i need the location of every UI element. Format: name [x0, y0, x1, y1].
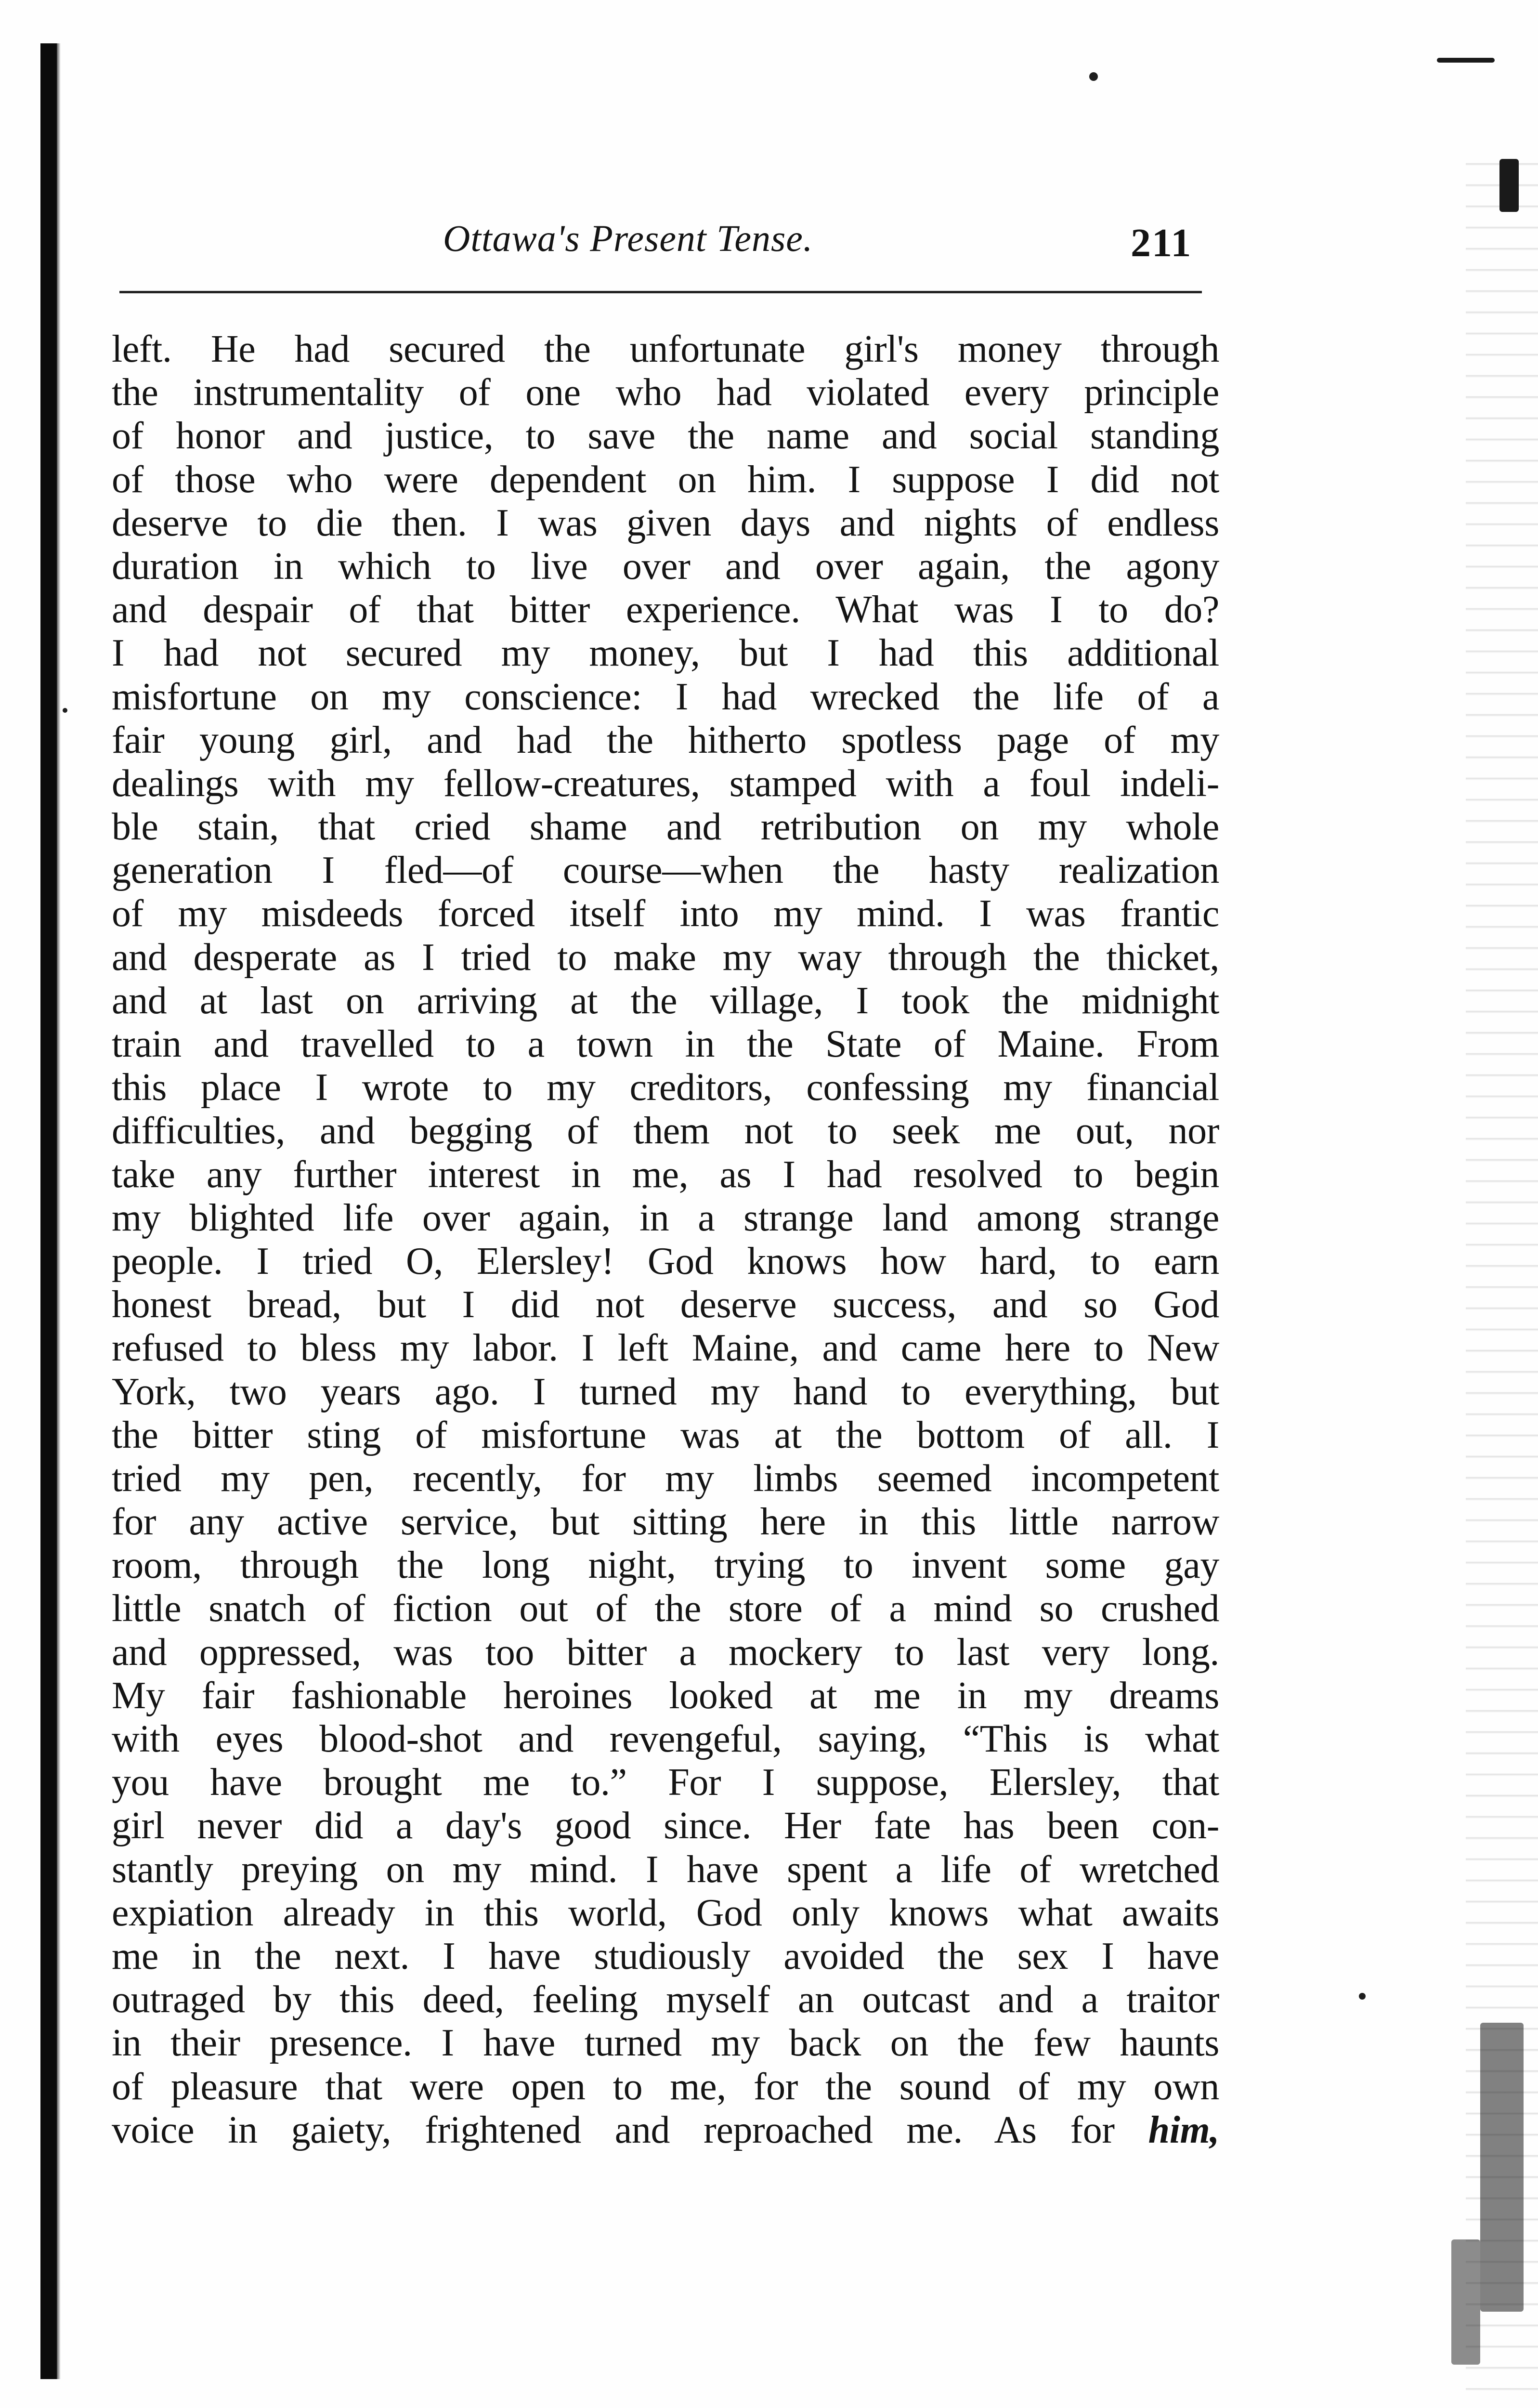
- text-line: outraged by this deed, feeling myself an outcast and a traitor: [112, 1978, 1219, 2021]
- text-line: room, through the long night, trying to invent some gay: [112, 1544, 1219, 1587]
- text-line: refused to bless my labor. I left Maine, and came here to New: [112, 1327, 1219, 1370]
- text-line: deserve to die then. I was given days and nights of endless: [112, 501, 1219, 544]
- text-line: misfortune on my conscience: I had wrecked the life of a: [112, 675, 1219, 718]
- text-line: tried my pen, recently, for my limbs seemed incompetent: [112, 1457, 1219, 1500]
- text-line: expiation already in this world, God only knows what awaits: [112, 1891, 1219, 1934]
- text-line: ble stain, that cried shame and retribution on my whole: [112, 806, 1219, 849]
- running-header-title: Ottawa's Present Tense.: [443, 217, 813, 259]
- text-line: of pleasure that were open to me, for the sound of my own: [112, 2065, 1219, 2108]
- text-line: York, two years ago. I turned my hand to everything, but: [112, 1370, 1219, 1413]
- text-line: stantly preying on my mind. I have spent a life of wretched: [112, 1848, 1219, 1891]
- text-line: for any active service, but sitting here in this little narrow: [112, 1501, 1219, 1544]
- text-line-last-main: voice in gaiety, frightened and reproached me. As for: [112, 2108, 1115, 2151]
- ink-speck: [1089, 72, 1098, 81]
- text-line: and oppressed, was too bitter a mockery to last very long.: [112, 1631, 1219, 1674]
- text-line: of my misdeeds forced itself into my mind. I was frantic: [112, 892, 1219, 935]
- text-line: duration in which to live over and over again, the agony: [112, 545, 1219, 588]
- text-line: you have brought me to.” For I suppose, Elersley, that: [112, 1761, 1219, 1804]
- text-line: people. I tried O, Elersley! God knows how hard, to earn: [112, 1240, 1219, 1283]
- text-line: with eyes blood-shot and revengeful, saying, “This is what: [112, 1718, 1219, 1760]
- text-line: the bitter sting of misfortune was at the bottom of all. I: [112, 1413, 1219, 1456]
- binding-shadow: [40, 43, 57, 2379]
- text-line: dealings with my fellow-creatures, stamped with a foul indeli-: [112, 762, 1219, 805]
- text-line: train and travelled to a town in the State of Maine. From: [112, 1023, 1219, 1065]
- text-line: left. He had secured the unfortunate girl's money through: [112, 328, 1219, 370]
- scan-blot: [1499, 159, 1519, 212]
- page-number: 211: [1131, 221, 1192, 265]
- text-line: My fair fashionable heroines looked at me in my dreams: [112, 1674, 1219, 1717]
- scan-blot: [1451, 2239, 1480, 2365]
- ink-speck: [1359, 1993, 1366, 2000]
- ink-speck: [63, 708, 67, 713]
- body-text: [112, 327, 1219, 2152]
- text-line: in their presence. I have turned my back on the few haunts: [112, 2022, 1219, 2065]
- text-line: girl never did a day's good since. Her fate has been con-: [112, 1805, 1219, 1847]
- text-line: I had not secured my money, but I had this additional: [112, 632, 1219, 675]
- text-line: and despair of that bitter experience. What was I to do?: [112, 589, 1219, 631]
- text-line: the instrumentality of one who had violated every principle: [112, 371, 1219, 414]
- text-line: fair young girl, and had the hitherto spotless page of my: [112, 719, 1219, 761]
- text-line: little snatch of fiction out of the store of a mind so crushed: [112, 1587, 1219, 1630]
- scan-blot: [1480, 2023, 1524, 2312]
- text-line: this place I wrote to my creditors, confessing my financial: [112, 1066, 1219, 1109]
- text-line: generation I fled—of course—when the hasty realization: [112, 849, 1219, 892]
- text-line: me in the next. I have studiously avoided the sex I have: [112, 1935, 1219, 1977]
- text-line: and desperate as I tried to make my way through the thicket,: [112, 936, 1219, 979]
- header-rule: [119, 291, 1202, 293]
- binding-fade: [57, 43, 61, 2379]
- italic-emphasis-word: him,: [1148, 2108, 1219, 2151]
- text-line: of those who were dependent on him. I suppose I did not: [112, 458, 1219, 501]
- text-line: my blighted life over again, in a strange land among strange: [112, 1196, 1219, 1239]
- scan-blot: [1437, 58, 1495, 63]
- text-line: take any further interest in me, as I had resolved to begin: [112, 1153, 1219, 1196]
- text-line: and at last on arriving at the village, I took the midnight: [112, 979, 1219, 1022]
- text-line-last: [112, 2108, 1219, 2152]
- text-line: of honor and justice, to save the name and social standing: [112, 415, 1219, 458]
- text-line: difficulties, and begging of them not to seek me out, nor: [112, 1110, 1219, 1152]
- text-line: honest bread, but I did not deserve success, and so God: [112, 1283, 1219, 1326]
